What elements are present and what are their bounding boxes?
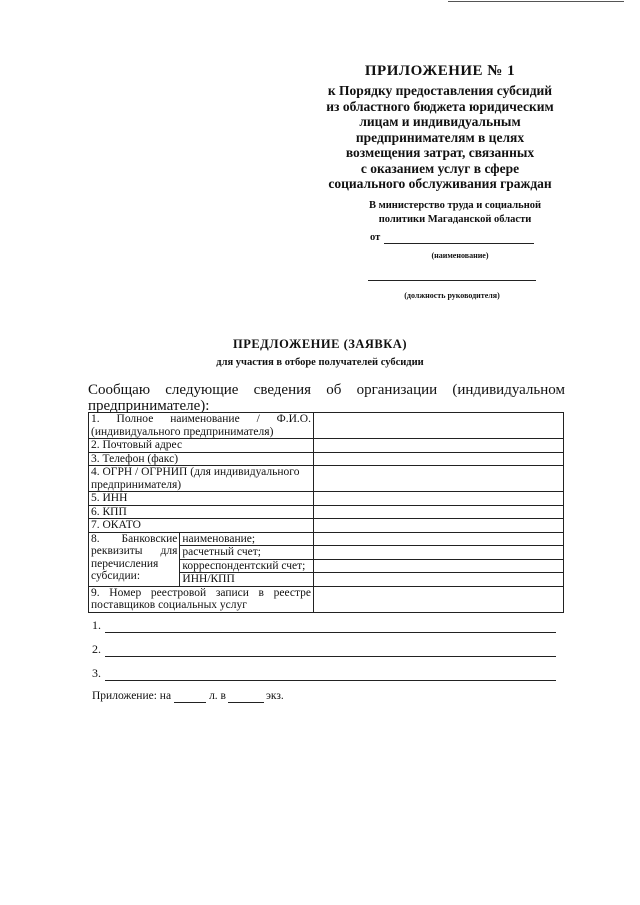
appendix-line: с оказанием услуг в сфере bbox=[360, 160, 520, 176]
table-row bbox=[89, 466, 564, 492]
appendix-line: лицам и индивидуальным bbox=[359, 114, 521, 129]
bank-subrow-label: расчетный счет; bbox=[180, 546, 314, 560]
table-row bbox=[89, 586, 564, 612]
row-value-cell[interactable] bbox=[314, 466, 564, 492]
position-caption: (должность руководителя) bbox=[404, 291, 500, 300]
row-label: 9. Номер реестровой записи в реестре поставщиков социальных услуг bbox=[89, 586, 314, 612]
numbered-line-3 bbox=[92, 666, 556, 681]
document-title: ПРЕДЛОЖЕНИЕ (ЗАЯВКА) bbox=[232, 337, 408, 351]
intro-text-cont: предпринимателе): bbox=[88, 398, 210, 414]
attachment-suffix: экз. bbox=[265, 690, 284, 702]
row-label: 3. Телефон (факс) bbox=[89, 452, 314, 466]
row-label: 2. Почтовый адрес bbox=[89, 439, 314, 453]
table-row bbox=[89, 519, 564, 533]
bank-details-label: 8. Банковские реквизиты для перечисления субсидии: bbox=[89, 532, 180, 586]
line-number: 1. bbox=[92, 618, 101, 632]
row-value-cell[interactable] bbox=[314, 532, 564, 546]
copies-blank[interactable] bbox=[228, 690, 264, 703]
recipient-block bbox=[340, 199, 570, 226]
row-value-cell[interactable] bbox=[314, 546, 564, 560]
from-blank[interactable] bbox=[384, 232, 534, 244]
row-value-cell[interactable] bbox=[314, 519, 564, 533]
row-value-cell[interactable] bbox=[314, 492, 564, 506]
row-value-cell[interactable] bbox=[314, 505, 564, 519]
bank-subrow-label: ИНН/КПП bbox=[180, 573, 314, 587]
row-value-cell[interactable] bbox=[314, 586, 564, 612]
bank-subrow-label: корреспондентский счет; bbox=[180, 559, 314, 573]
recipient-line: В министерство труда и социальной bbox=[368, 200, 542, 211]
row-label: 1. Полное наименование / Ф.И.О. (индивидуального предпринимателя) bbox=[89, 413, 314, 439]
row-label: 4. ОГРН / ОГРНИП (для индивидуального предпринимателя) bbox=[89, 466, 314, 492]
numbered-line-2 bbox=[92, 642, 556, 657]
intro-text: Сообщаю следующие сведения об организации (индивидуальном bbox=[88, 382, 565, 398]
table-row bbox=[89, 505, 564, 519]
attachment-prefix: Приложение: на bbox=[92, 690, 172, 702]
row-label: 6. КПП bbox=[89, 505, 314, 519]
appendix-line: социального обслуживания граждан bbox=[328, 176, 552, 191]
row-value-cell[interactable] bbox=[314, 439, 564, 453]
row-label: 7. ОКАТО bbox=[89, 519, 314, 533]
row-value-cell[interactable] bbox=[314, 559, 564, 573]
blank-line[interactable] bbox=[105, 670, 556, 681]
blank-line[interactable] bbox=[105, 646, 556, 657]
appendix-header bbox=[300, 62, 580, 192]
row-value-cell[interactable] bbox=[314, 573, 564, 587]
table-row bbox=[89, 532, 564, 546]
attachment-middle: л. в bbox=[209, 690, 226, 702]
line-number: 3. bbox=[92, 666, 101, 680]
recipient-line: политики Магаданской области bbox=[378, 213, 532, 225]
appendix-subtitle bbox=[300, 83, 580, 192]
bank-subrow-label: наименование; bbox=[180, 532, 314, 546]
numbered-line-1 bbox=[92, 618, 556, 633]
appendix-title: ПРИЛОЖЕНИЕ № 1 bbox=[364, 63, 516, 79]
row-value-cell[interactable] bbox=[314, 452, 564, 466]
table-row bbox=[89, 413, 564, 439]
from-field bbox=[370, 232, 534, 244]
pages-blank[interactable] bbox=[174, 690, 206, 703]
top-border-line bbox=[448, 1, 624, 2]
from-label: от bbox=[370, 232, 381, 243]
blank-line[interactable] bbox=[105, 622, 556, 633]
position-blank[interactable] bbox=[368, 280, 536, 281]
document-subtitle: для участия в отборе получателей субсидии bbox=[216, 357, 424, 368]
appendix-line: из областного бюджета юридическим bbox=[326, 98, 554, 114]
line-number: 2. bbox=[92, 642, 101, 656]
table-row bbox=[89, 439, 564, 453]
appendix-line: к Порядку предоставления субсидий bbox=[327, 83, 553, 98]
table-row bbox=[89, 492, 564, 506]
appendix-line: предпринимателям в целях bbox=[355, 129, 525, 145]
row-label: 5. ИНН bbox=[89, 492, 314, 506]
attachment-line bbox=[92, 690, 284, 703]
table-row bbox=[89, 452, 564, 466]
appendix-line: возмещения затрат, связанных bbox=[345, 145, 535, 160]
row-value-cell[interactable] bbox=[314, 413, 564, 439]
organization-info-table bbox=[88, 412, 564, 613]
name-caption: (наименование) bbox=[431, 251, 489, 260]
